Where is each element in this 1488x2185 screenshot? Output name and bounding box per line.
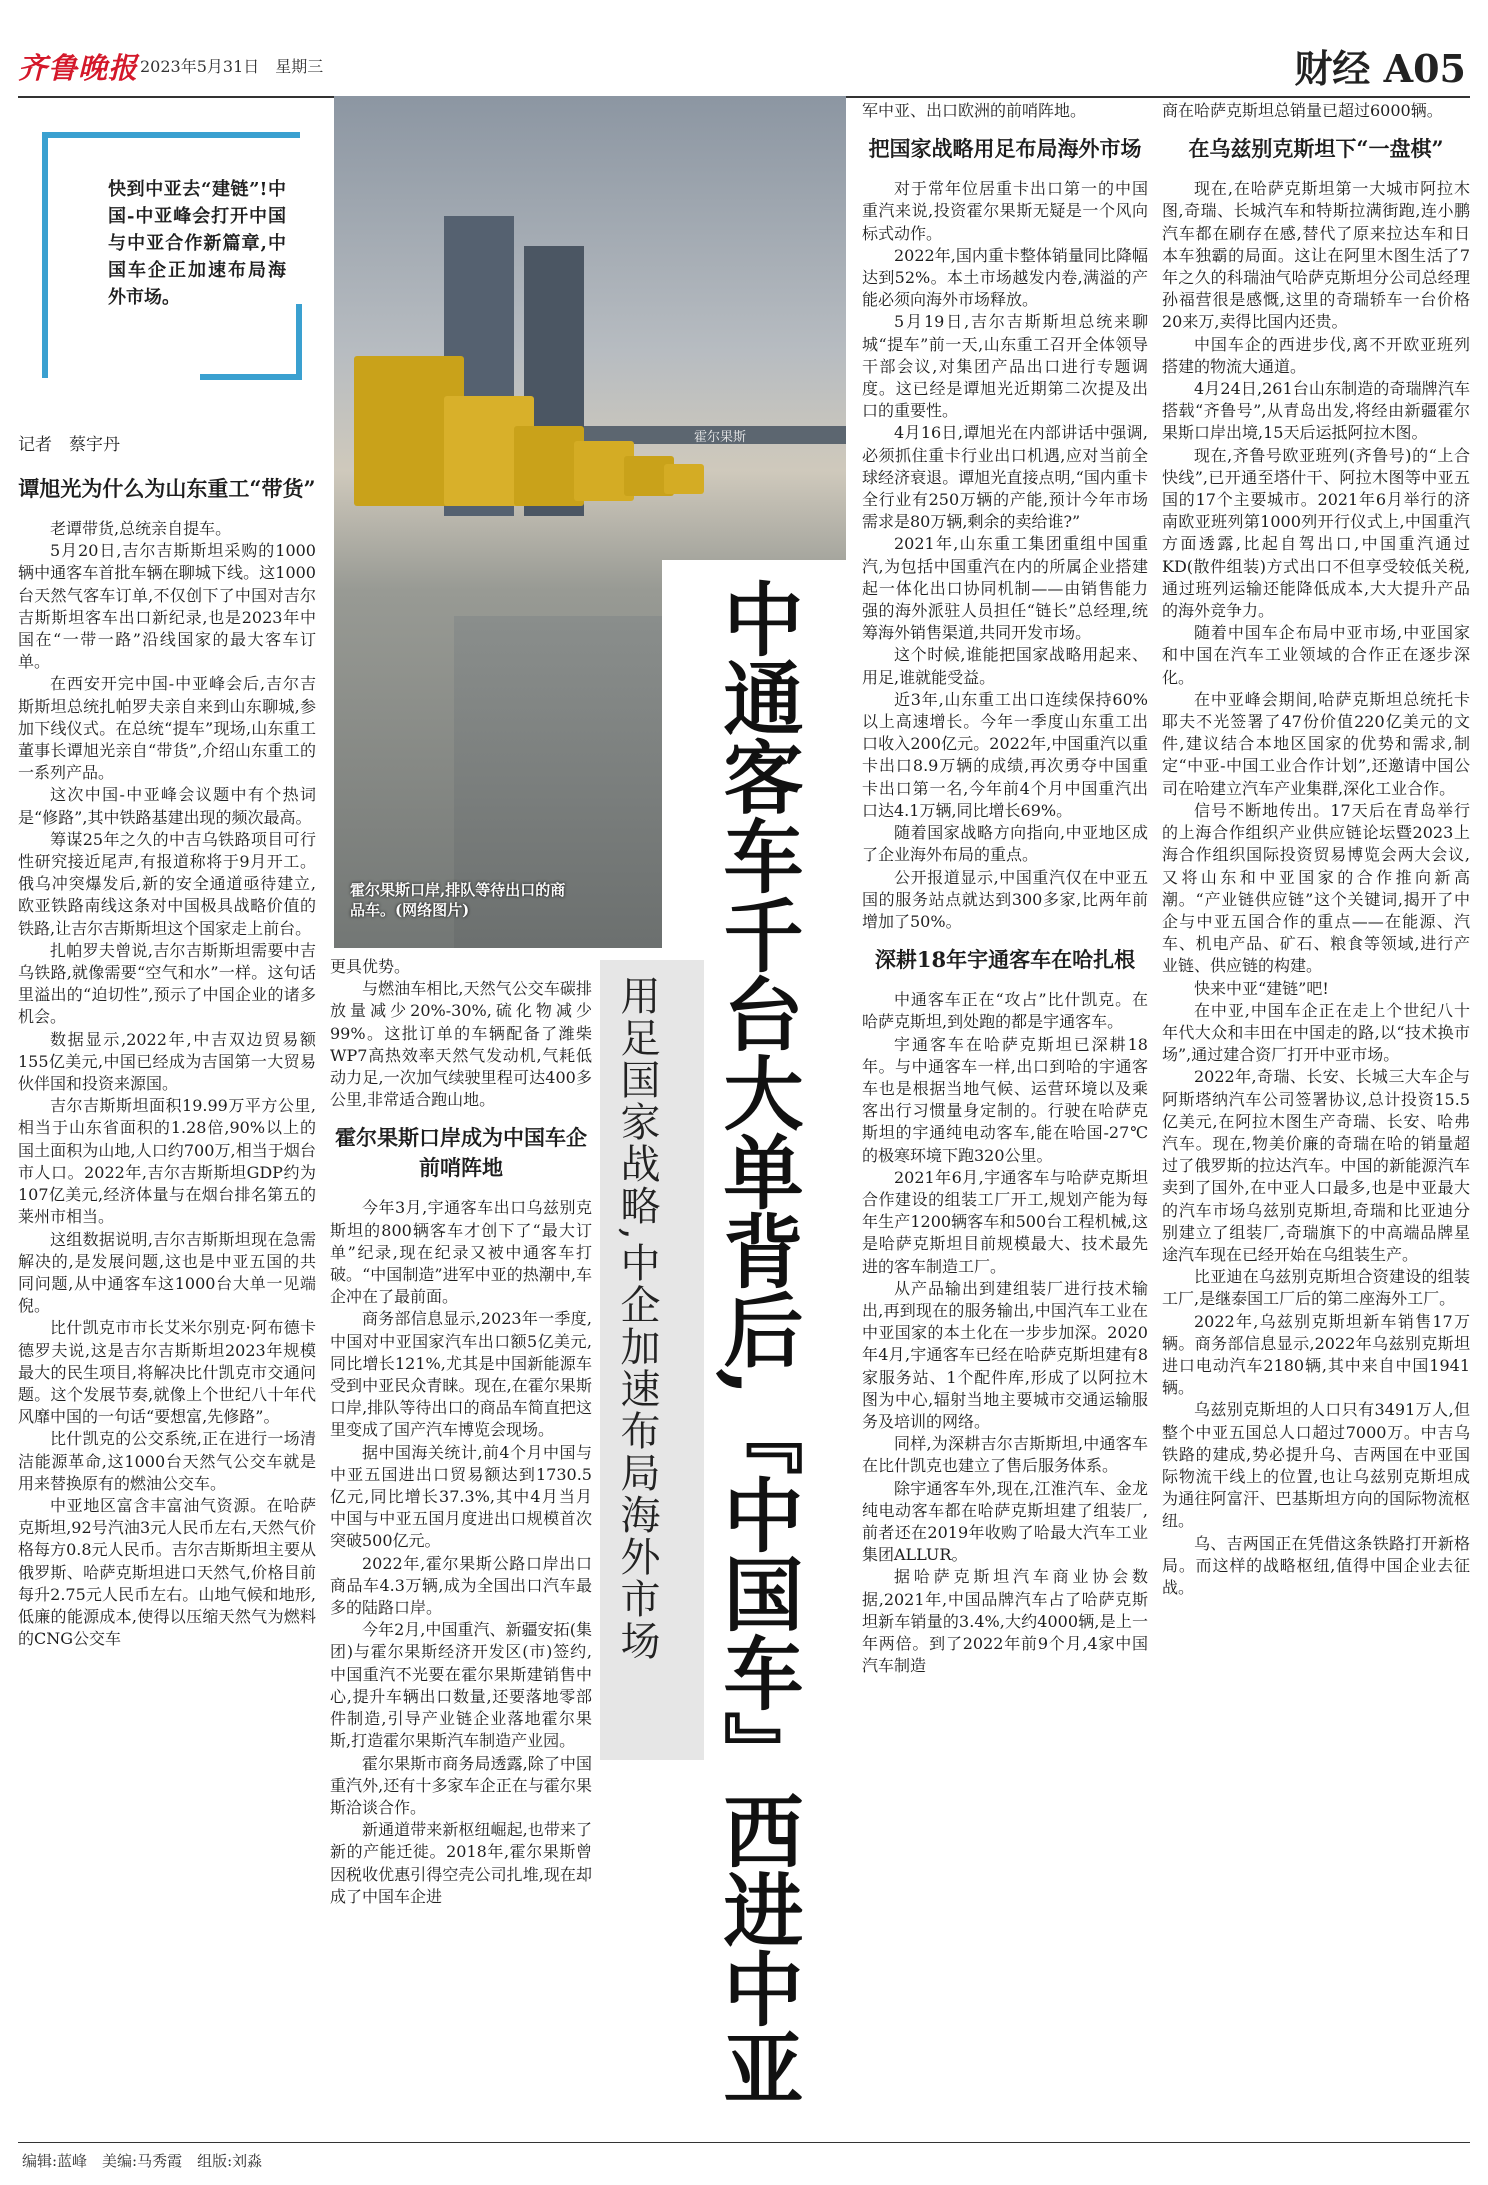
paragraph: 今年3月,宇通客车出口乌兹别克斯坦的800辆客车才创下了“最大订单”纪录,现在纪录又被中通客车打破。“中国制造”进军中亚的热潮中,车企冲在了最前面。	[330, 1198, 592, 1307]
date-text: 2023年5月31日	[140, 57, 260, 76]
main-headline: 中通客车千台大单背后,『中国车』西进中亚	[710, 578, 804, 2106]
paragraph: 据中国海关统计,前4个月中国与中亚五国进出口贸易额达到1730.5亿元,同比增长37.3%,其中4月当月中国与中亚五国月度进出口规模首次突破500亿元。	[330, 1442, 592, 1551]
paragraph: 乌、吉两国正在凭借这条铁路打开新格局。而这样的战略枢纽,值得中国企业去征战。	[1162, 1533, 1470, 1597]
paragraph: 更具优势。	[330, 957, 411, 976]
paragraph: 军中亚、出口欧洲的前哨阵地。	[862, 101, 1087, 120]
masthead-logo: 齐鲁晚报	[18, 51, 139, 85]
paragraph: 老谭带货,总统亲自提车。	[50, 519, 232, 538]
excavator	[664, 464, 704, 494]
paragraph: 近3年,山东重工出口连续保持60%以上高速增长。今年一季度山东重工出口收入200亿元。2022年,中国重汽以重卡出口8.9万辆的成绩,再次勇夺中国重卡出口第一名,今年前4个月中国重汽出口达4.1万辆,同比增长69%。	[862, 689, 1148, 820]
paragraph: 乌兹别克斯坦的人口只有3491万人,但整个中亚五国总人口超过7000万。中吉乌铁路的建成,势必提升乌、吉两国在中亚国际物流干线上的位置,也让乌兹别克斯坦成为通往阿富汗、巴基斯坦方向的国际物流枢纽。	[1162, 1400, 1470, 1531]
subhead-1: 谭旭光为什么为山东重工“带货”	[18, 476, 316, 501]
paragraph: 数据显示,2022年,中吉双边贸易额155亿美元,中国已经成为吉国第一大贸易伙伴国和投资来源国。	[18, 1029, 316, 1094]
paragraph: 扎帕罗夫曾说,吉尔吉斯斯坦需要中吉乌铁路,就像需要“空气和水”一样。这句话里溢出的“迫切性”,预示了中国企业的诸多机会。	[18, 940, 316, 1027]
page-number: A05	[1383, 46, 1466, 91]
subhead-5: 在乌兹别克斯坦下“一盘棋”	[1188, 136, 1444, 162]
paragraph: 信号不断地传出。17天后在青岛举行的上海合作组织产业供应链论坛暨2023上海合作组织国际投资贸易博览会两大会议,又将山东和中亚国家的合作推向新高潮。“产业链供应链”这个关键词,揭开了中企与中亚五国合作的重点——在能源、汽车、机电产品、矿石、粮食等领域,进行产业链、供应链的构建。	[1162, 800, 1470, 976]
paragraph: 新通道带来新枢纽崛起,也带来了新的产能迁徙。2018年,霍尔果斯曾因税收优惠引得空壳公司扎堆,现在却成了中国车企进	[330, 1820, 592, 1906]
paragraph: 在中亚,中国车企正在走上个世纪八十年代大众和丰田在中国走的路,以“技术换市场”,通过建合资厂打开中亚市场。	[1162, 1000, 1470, 1065]
paragraph: 现在,齐鲁号欧亚班列(齐鲁号)的“上合快线”,已开通至塔什干、阿拉木图等中亚五国的17个主要城市。2021年6月举行的济南欧亚班列第1000列开行仪式上,中国重汽方面透露,比起自驾出口,中国重汽通过KD(散件组装)方式出口不但享受较低关税,通过班列运输还能降低成本,大大提升产品的海外竞争力。	[1162, 445, 1470, 621]
paragraph: 商务部信息显示,2023年一季度,中国对中亚国家汽车出口额5亿美元,同比增长121%,尤其是中国新能源车受到中亚民众青睐。现在,在霍尔果斯口岸,排队等待出口的商品车简直把这里变成了国产汽车博览会现场。	[330, 1309, 592, 1440]
paragraph: 5月20日,吉尔吉斯斯坦采购的1000辆中通客车首批车辆在聊城下线。这1000台天然气客车订单,不仅创下了中国对吉尔吉斯斯坦客车出口新纪录,也是2023年中国在“一带一路”沿线国家的最大客车订单。	[18, 541, 316, 672]
paragraph: 今年2月,中国重汽、新疆安拓(集团)与霍尔果斯经济开发区(市)签约,中国重汽不光要在霍尔果斯建销售中心,提升车辆出口数量,还要落地零部件制造,引导产业链企业落地霍尔果斯,打造霍尔果斯汽车制造产业园。	[330, 1620, 592, 1751]
byline: 记者 蔡宇丹	[18, 435, 120, 455]
issue-date	[140, 54, 323, 77]
section-name: 财经	[1294, 46, 1371, 91]
paragraph: 现在,在哈萨克斯坦第一大城市阿拉木图,奇瑞、长城汽车和特斯拉满街跑,连小鹏汽车都在刷存在感,替代了原来拉达车和日本车独霸的局面。这让在阿里木图生活了7年之久的科瑞油气哈萨克斯坦分公司总经理孙福营很是感慨,这里的奇瑞轿车一台价格20来万,卖得比国内还贵。	[1162, 179, 1470, 332]
subhead-3: 把国家战略用足布局海外市场	[868, 136, 1142, 162]
paragraph: 比什凯克的公交系统,正在进行一场清洁能源革命,这1000台天然气公交车就是用来替换原有的燃油公交车。	[18, 1429, 316, 1493]
paragraph: 5月19日,吉尔吉斯斯坦总统来聊城“提车”前一天,山东重工召开全体领导干部会议,对集团产品出口进行专题调度。这已经是谭旭光近期第二次提及出口的重要性。	[862, 312, 1148, 421]
article-column-3	[862, 100, 1148, 2132]
paragraph: 中亚地区富含丰富油气资源。在哈萨克斯坦,92号汽油3元人民币左右,天然气价格每方0.8元人民币。吉尔吉斯斯坦主要从俄罗斯、哈萨克斯坦进口天然气,价格目前每升2.75元人民币左右。山地气候和地形,低廉的能源成本,使得以压缩天然气为燃料的CNG公交车	[18, 1495, 316, 1649]
paragraph: 吉尔吉斯斯坦面积19.99万平方公里,相当于山东省面积的1.28倍,90%以上的国土面积为山地,人口约700万,相当于烟台市人口。2022年,吉尔吉斯斯坦GDP约为107亿美元,经济体量与在烟台排名第五的莱州市相当。	[18, 1096, 316, 1227]
paragraph: 从产品输出到建组装厂进行技术输出,再到现在的服务输出,中国汽车工业在中亚国家的本土化在一步步加深。2020年4月,宇通客车已经在哈萨克斯坦建有8家服务站、1个配件库,形成了以阿拉木图为中心,辐射当地主要城市交通运输服务及培训的网络。	[862, 1278, 1148, 1431]
paragraph: 霍尔果斯市商务局透露,除了中国重汽外,还有十多家车企正在与霍尔果斯洽谈合作。	[330, 1753, 592, 1817]
subhead-2: 霍尔果斯口岸成为中国车企前哨阵地	[335, 1125, 587, 1181]
paragraph: 筹谋25年之久的中吉乌铁路项目可行性研究接近尾声,有报道称将于9月开工。俄乌冲突爆发后,新的安全通道亟待建立,欧亚铁路南线这条对中国极具战略价值的铁路,让吉尔吉斯斯坦这个国家走上前台。	[18, 829, 316, 938]
paragraph: 比什凯克市市长艾米尔别克·阿布德卡德罗夫说,这是吉尔吉斯斯坦2023年规模最大的民生项目,将解决比什凯克市交通问题。这个发展节奏,就像上个世纪八十年代风靡中国的一句话“要想富,先修路”。	[18, 1318, 316, 1427]
paragraph: 2022年,奇瑞、长安、长城三大车企与阿斯塔纳汽车公司签署协议,总计投资15.5亿美元,在阿拉木图生产奇瑞、长安、哈弗汽车。现在,物美价廉的奇瑞在哈的销量超过了俄罗斯的拉达汽车。中国的新能源汽车卖到了国外,在中亚人口最多,也是中亚最大的汽车市场乌兹别克斯坦,奇瑞和比亚迪分别建立了组装厂,奇瑞旗下的中高端品牌星途汽车现在已经开始在乌组装生产。	[1162, 1067, 1470, 1264]
paragraph: 2021年6月,宇通客车与哈萨克斯坦合作建设的组装工厂开工,规划产能为每年生产1200辆客车和500台工程机械,这是哈萨克斯坦目前规模最大、技术最先进的客车制造工厂。	[862, 1167, 1148, 1276]
paragraph: 中通客车正在“攻占”比什凯克。在哈萨克斯坦,到处跑的都是宇通客车。	[862, 990, 1148, 1032]
paragraph: 中国车企的西进步伐,离不开欧亚班列搭建的物流大通道。	[1162, 334, 1470, 376]
paragraph: 宇通客车在哈萨克斯坦已深耕18年。与中通客车一样,出口到哈的宇通客车也是根据当地气候、运营环境以及乘客出行习惯量身定制的。行驶在哈萨克斯坦的宇通纯电动客车,能在哈国-27℃的极寒环境下跑320公里。	[862, 1034, 1148, 1165]
paragraph: 这个时候,谁能把国家战略用起来、用足,谁就能受益。	[862, 645, 1148, 687]
article-column-4	[1162, 100, 1470, 2132]
paragraph: 公开报道显示,中国重汽仅在中亚五国的服务站点就达到300多家,比两年前增加了50%。	[862, 867, 1148, 931]
paragraph: 同样,为深耕吉尔吉斯斯坦,中通客车在比什凯克也建立了售后服务体系。	[862, 1434, 1148, 1476]
paragraph: 4月16日,谭旭光在内部讲话中强调,必须抓住重卡行业出口机遇,应对当前全球经济衰退。谭旭光直接点明,“国内重卡全行业有250万辆的产能,预计今年市场需求是80万辆,剩余的卖给谁?”	[862, 423, 1148, 532]
gate-sign: 霍尔果斯	[694, 430, 747, 445]
paragraph: 除宇通客车外,现在,江淮汽车、金龙纯电动客车都在哈萨克斯坦建了组装厂,前者还在2019年收购了哈最大汽车工业集团ALLUR。	[862, 1478, 1148, 1565]
footer-credits: 编辑:蓝峰 美编:马秀霞 组版:刘淼	[22, 2152, 263, 2170]
paragraph: 对于常年位居重卡出口第一的中国重汽来说,投资霍尔果斯无疑是一个风向标式动作。	[862, 179, 1148, 243]
subhead-4: 深耕18年宇通客车在哈扎根	[874, 947, 1136, 973]
paragraph: 2022年,乌兹别克斯坦新车销售17万辆。商务部信息显示,2022年乌兹别克斯坦进口电动汽车2180辆,其中来自中国1941辆。	[1162, 1311, 1470, 1398]
paragraph: 商在哈萨克斯坦总销量已超过6000辆。	[1162, 101, 1443, 120]
lead-quote: 快到中亚去“建链”!中国-中亚峰会打开中国与中亚合作新篇章,中国车企正加速布局海外市场。	[42, 132, 300, 378]
paragraph: 在西安开完中国-中亚峰会后,吉尔吉斯斯坦总统扎帕罗夫亲自来到山东聊城,参加下线仪式。在总统“提车”现场,山东重工董事长谭旭光亲自“带货”,介绍山东重工的一系列产品。	[18, 674, 316, 783]
weekday-text: 星期三	[275, 57, 324, 76]
paragraph: 这组数据说明,吉尔吉斯斯坦现在急需解决的,是发展问题,这也是中亚五国的共同问题,从中通客车这1000台大单一见端倪。	[18, 1229, 316, 1316]
paragraph: 在中亚峰会期间,哈萨克斯坦总统托卡耶夫不光签署了47份价值220亿美元的文件,建议结合本地区国家的优势和需求,制定“中亚-中国工业合作计划”,还邀请中国公司在哈建立汽车产业集群,深化工业合作。	[1162, 689, 1470, 798]
article-column-1	[18, 462, 316, 2132]
paragraph: 据哈萨克斯坦汽车商业协会数据,2021年,中国品牌汽车占了哈萨克斯坦新车销量的3.4%,大约4000辆,是上一年两倍。到了2022年前9个月,4家中国汽车制造	[862, 1567, 1148, 1676]
paragraph: 2021年,山东重工集团重组中国重汽,为包括中国重汽在内的所属企业搭建起一体化出口协同机制——由销售能力强的海外派驻人员担任“链长”总经理,统筹海外销售渠道,共同开发市场。	[862, 534, 1148, 643]
paragraph: 比亚迪在乌兹别克斯坦合资建设的组装工厂,是继泰国工厂后的第二座海外工厂。	[1162, 1267, 1470, 1309]
photo-caption: 霍尔果斯口岸,排队等待出口的商品车。(网络图片)	[350, 881, 566, 919]
paragraph: 2022年,霍尔果斯公路口岸出口商品车4.3万辆,成为全国出口汽车最多的陆路口岸。	[330, 1553, 592, 1618]
paragraph: 快来中亚“建链”吧!	[1194, 978, 1329, 998]
sub-headline: 用足国家战略,中企加速布局海外市场	[614, 975, 660, 1662]
paragraph: 这次中国-中亚峰会议题中有个热词是“修路”,其中铁路基建出现的频次最高。	[18, 785, 316, 827]
footer-rule	[18, 2142, 1470, 2143]
paragraph: 随着国家战略方向指向,中亚地区成了企业海外布局的重点。	[862, 823, 1148, 865]
paragraph: 随着中国车企布局中亚市场,中亚国家和中国在汽车工业领域的合作正在逐步深化。	[1162, 623, 1470, 687]
paragraph: 4月24日,261台山东制造的奇瑞牌汽车搭载“齐鲁号”,从青岛出发,将经由新疆霍尔果斯口岸出境,15天后运抵阿拉木图。	[1162, 379, 1470, 443]
paragraph: 2022年,国内重卡整体销量同比降幅达到52%。本土市场越发内卷,满溢的产能必须向海外市场释放。	[862, 245, 1148, 310]
article-column-2	[330, 956, 592, 2132]
paragraph: 与燃油车相比,天然气公交车碳排放量减少20%-30%,硫化物减少99%。这批订单的车辆配备了潍柴WP7高热效率天然气发动机,气耗低动力足,一次加气续驶里程可达400多公里,非常适合跑山地。	[330, 979, 592, 1110]
section-page	[1294, 38, 1466, 93]
